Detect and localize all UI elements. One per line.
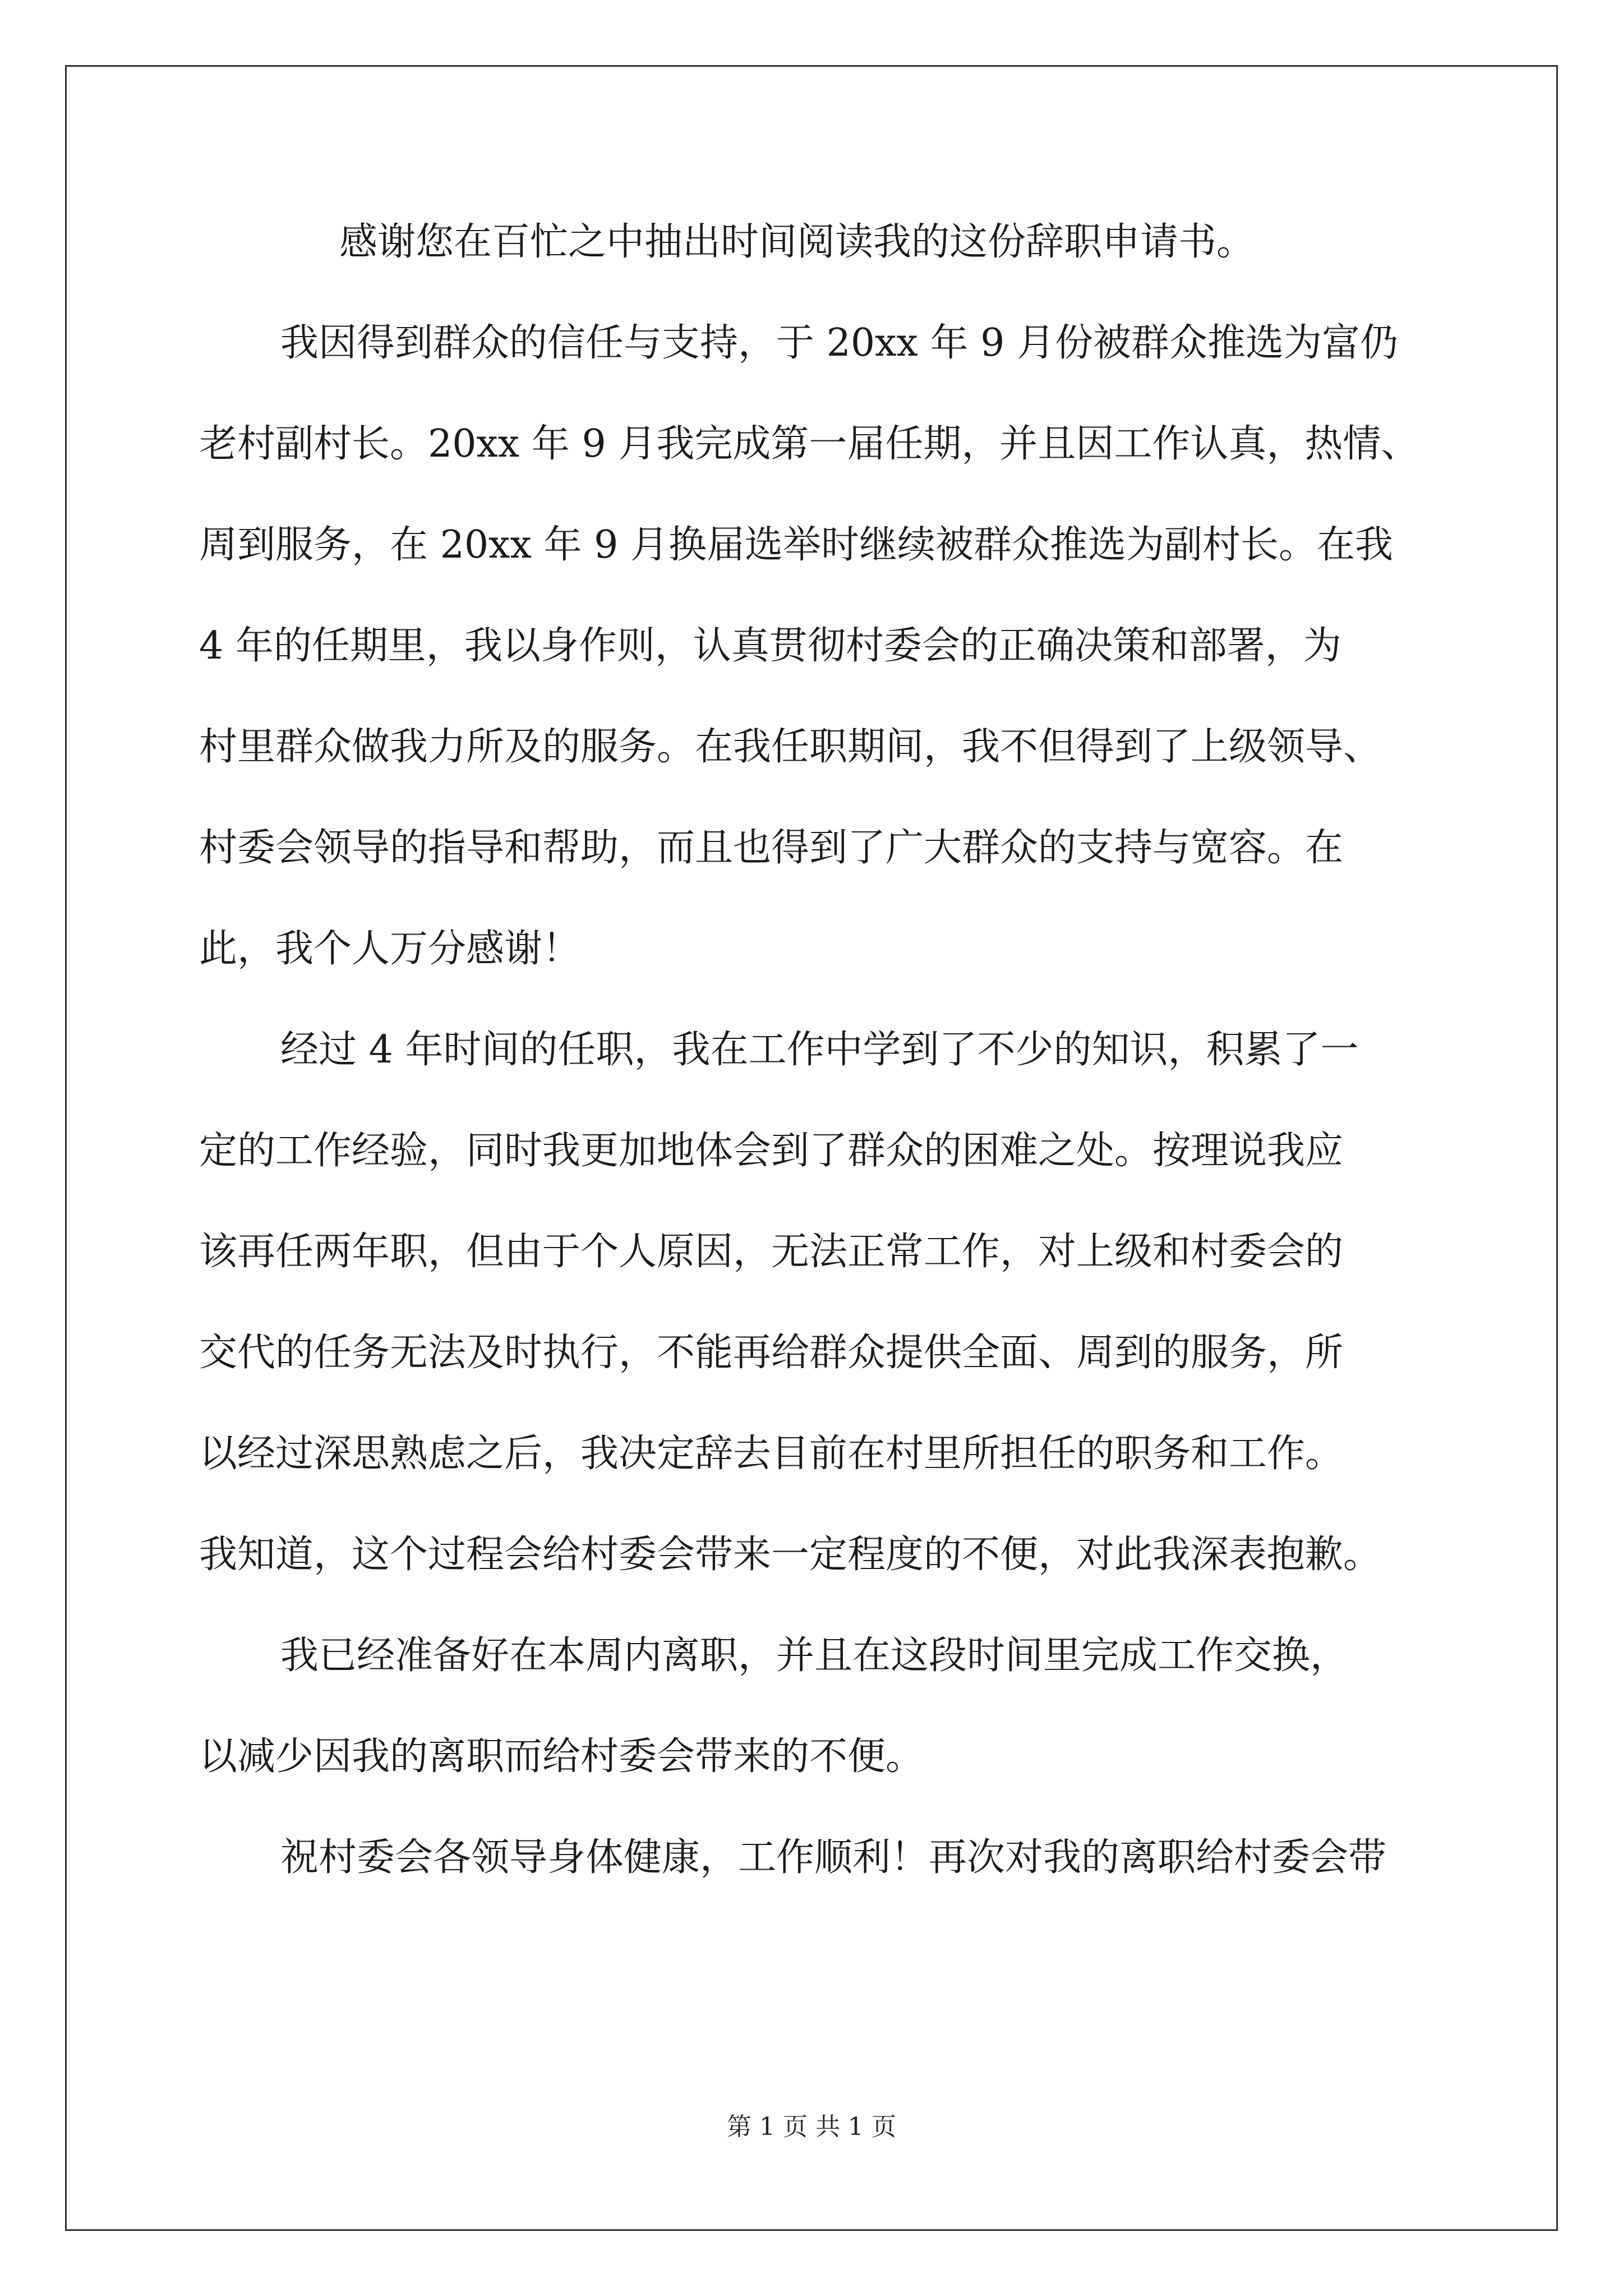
text-line: 此，我个人万分感谢！ [199,927,581,971]
text-line: 祝村委会各领导身体健康，工作顺利！再次对我的离职给村委会带 [280,1835,1387,1880]
text-line: 定的工作经验，同时我更加地体会到了群众的困难之处。按理说我应 [199,1129,1344,1173]
text-line: 该再任两年职，但由于个人原因，无法正常工作，对上级和村委会的 [199,1230,1344,1274]
text-line: 感谢您在百忙之中抽出时间阅读我的这份辞职申请书。 [339,220,1255,264]
text-line: 以经过深思熟虑之后，我决定辞去目前在村里所担任的职务和工作。 [199,1432,1344,1476]
text-line: 我知道，这个过程会给村委会带来一定程度的不便，对此我深表抱歉。 [199,1533,1382,1577]
page-number: 第 1 页 共 1 页 [727,2113,896,2141]
text-line: 经过 4 年时间的任职，我在工作中学到了不少的知识，积累了一 [280,1028,1359,1072]
text-line: 村委会领导的指导和帮助，而且也得到了广大群众的支持与宽容。在 [199,826,1344,870]
text-line: 4 年的任期里，我以身作则，认真贯彻村委会的正确决策和部署，为 [199,624,1341,668]
text-line: 老村副村长。20xx 年 9 月我完成第一届任期，并且因工作认真，热情、 [199,422,1419,466]
text-line: 村里群众做我力所及的服务。在我任职期间，我不但得到了上级领导、 [199,725,1382,769]
text-line: 我已经准备好在本周内离职，并且在这段时间里完成工作交换， [280,1634,1349,1678]
text-line: 周到服务，在 20xx 年 9 月换届选举时继续被群众推选为副村长。在我 [199,523,1393,567]
text-line: 我因得到群众的信任与支持，于 20xx 年 9 月份被群众推选为富仍 [280,321,1398,365]
text-line: 交代的任务无法及时执行，不能再给群众提供全面、周到的服务，所 [199,1331,1344,1375]
text-line: 以减少因我的离职而给村委会带来的不便。 [199,1734,924,1779]
